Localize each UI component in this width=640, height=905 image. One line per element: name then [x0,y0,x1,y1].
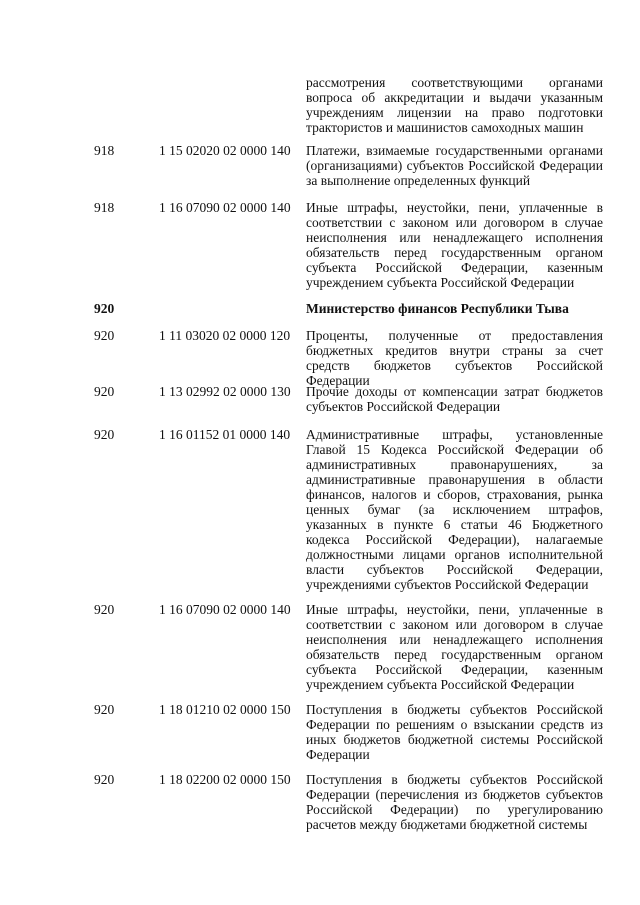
admin-code: 920 [94,702,115,717]
admin-code: 920 [94,772,115,787]
admin-code: 920 [94,328,115,343]
revenue-description: Платежи, взимаемые государственными органами (организациями) субъектов Российской Федерации за выполнение определенных функций [306,143,603,188]
budget-classification-code: 1 16 07090 02 0000 140 [159,200,291,215]
revenue-description: Поступления в бюджеты субъектов Российской Федерации по решениям о взыскании средств из иных бюджетов бюджетной системы Российской Федерации [306,702,603,762]
admin-code: 920 [94,602,115,617]
admin-code: 918 [94,143,115,158]
section-heading: Министерство финансов Республики Тыва [306,301,569,316]
admin-code: 920 [94,384,115,399]
budget-classification-code: 1 18 02200 02 0000 150 [159,772,291,787]
revenue-description: рассмотрения соответствующими органами вопроса об аккредитации и выдачи указанным учреждениям лицензии на право подготовки трактористов и машинистов самоходных машин [306,75,603,135]
admin-code: 918 [94,200,115,215]
budget-classification-code: 1 11 03020 02 0000 120 [159,328,291,343]
admin-code: 920 [94,301,115,316]
revenue-description: Прочие доходы от компенсации затрат бюджетов субъектов Российской Федерации [306,384,603,414]
revenue-description: Иные штрафы, неустойки, пени, уплаченные в соответствии с законом или договором в случае неисполнения или ненадлежащего исполнения обязательств перед государственным органом субъекта Российской Федерации, казенным учреждением субъекта Российской Федерации [306,602,603,692]
revenue-description: Поступления в бюджеты субъектов Российской Федерации (перечисления из бюджетов субъектов Российской Федерации) по урегулированию расчетов между бюджетами бюджетной системы [306,772,603,832]
budget-classification-code: 1 16 07090 02 0000 140 [159,602,291,617]
budget-classification-code: 1 15 02020 02 0000 140 [159,143,291,158]
revenue-description: Проценты, полученные от предоставления бюджетных кредитов внутри страны за счет средств бюджетов субъектов Российской Федерации [306,328,603,388]
admin-code: 920 [94,427,115,442]
revenue-description: Административные штрафы, установленные Главой 15 Кодекса Российской Федерации об административных правонарушениях, за административные правонарушения в области финансов, налогов и сборов, страхования, рынка ценных бумаг (за исключением штрафов, указанных в пункте 6 статьи 46 Бюджетного кодекса Российской Федерации), налагаемые должностными лицами органов исполнительной власти субъектов Российской Федерации, учреждениями субъектов Российской Федерации [306,427,603,592]
budget-classification-code: 1 18 01210 02 0000 150 [159,702,291,717]
budget-classification-code: 1 13 02992 02 0000 130 [159,384,291,399]
budget-classification-code: 1 16 01152 01 0000 140 [159,427,291,442]
revenue-description: Иные штрафы, неустойки, пени, уплаченные в соответствии с законом или договором в случае неисполнения или ненадлежащего исполнения обязательств перед государственным органом субъекта Российской Федерации, казенным учреждением субъекта Российской Федерации [306,200,603,290]
